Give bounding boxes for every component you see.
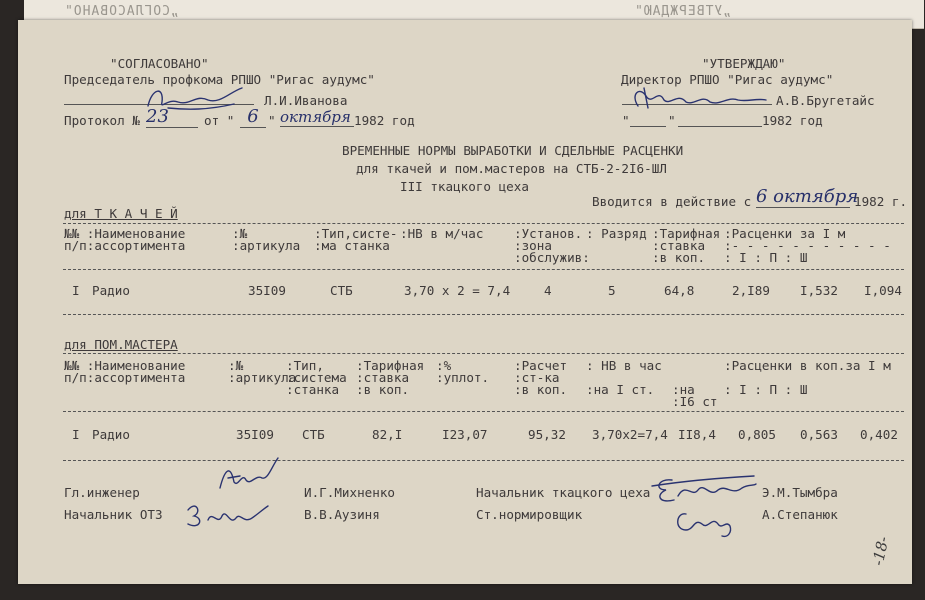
weavers-section-label: для Т К А Ч Е Й: [64, 206, 178, 221]
approve-date-quote-close: ": [668, 113, 676, 128]
w-h-price-grades: : I : П : Ш: [724, 250, 808, 265]
agreed-chairman-line: Председатель профкома РПШО "Ригас аудумс": [64, 72, 375, 87]
m-row-norm-one: 3,70x2=7,4: [592, 427, 668, 442]
chairman-name: Л.И.Иванова: [264, 93, 348, 108]
w-row-type: СТБ: [330, 283, 353, 298]
m-h-rate3: :в коп.: [356, 382, 410, 397]
m-row-name: Радио: [92, 427, 130, 442]
ghost-text-left: „СОГЛАСОВАНО": [64, 4, 179, 19]
approve-day-blank: [630, 126, 666, 127]
agreed-heading: "СОГЛАСОВАНО": [110, 56, 209, 71]
w-row-article: 35I09: [248, 283, 286, 298]
weavers-header-top-rule: [63, 223, 904, 224]
w-h-grade: : Разряд: [586, 226, 647, 241]
document-subtitle: для ткачей и пом.мастеров на СТБ-2-2I6-ШЛ: [356, 161, 667, 176]
w-h-rate2: :ставка: [652, 238, 706, 253]
approve-heading: "УТВЕРЖДАЮ": [702, 56, 786, 71]
w-row-price1: 2,I89: [732, 283, 770, 298]
m-h-norm16-1: :на: [672, 382, 695, 397]
w-h-type1: :Тип,систе-: [314, 226, 398, 241]
effective-prefix: Вводится в действие с: [592, 194, 752, 209]
approve-month-blank: [678, 126, 762, 127]
normer-name: А.Степанюк: [762, 507, 838, 522]
w-row-name: Радио: [92, 283, 130, 298]
m-h-rate2: :ставка: [356, 370, 410, 385]
w-h-price-rule: :- - - - - - - - - - -: [724, 238, 891, 253]
m-h-pct2: :уплот.: [436, 370, 490, 385]
m-h-price: :Расценки в коп.за I м: [724, 358, 891, 373]
m-h-rate1: :Тарифная: [356, 358, 425, 373]
ghost-text-right: „УТВЕРЖДАЮ": [634, 4, 732, 19]
w-h-rate1: :Тарифная: [652, 226, 721, 241]
approve-director-line: Директор РПШО "Ригас аудумс": [621, 72, 834, 87]
protocol-prefix: Протокол №: [64, 113, 140, 128]
w-h-name1: №№ :Наименование: [64, 226, 186, 241]
w-h-name2: п/п:ассортимента: [64, 238, 186, 253]
ots-head-signature: [182, 496, 272, 532]
m-row-pct: I23,07: [442, 427, 488, 442]
w-h-type2: :ма станка: [314, 238, 390, 253]
protocol-quote-close: ": [268, 113, 276, 128]
normer-title: Ст.нормировщик: [476, 507, 583, 522]
m-row-price3: 0,402: [860, 427, 898, 442]
m-h-norm: : НВ в час: [586, 358, 662, 373]
m-row-num: I: [72, 427, 80, 442]
m-row-calc: 95,32: [528, 427, 566, 442]
shop-head-signature: [648, 472, 758, 506]
w-h-art1: :№: [232, 226, 248, 241]
masters-bottom-rule: [63, 460, 904, 461]
ots-title: Начальник ОТЗ: [64, 507, 163, 522]
protocol-day: 6: [240, 106, 266, 128]
m-h-type2: :система: [286, 370, 347, 385]
m-h-norm16-2: :I6 ст: [672, 394, 718, 409]
w-row-rate: 64,8: [664, 283, 695, 298]
protocol-month: октября: [280, 108, 354, 127]
w-h-zone1: :Установ.: [514, 226, 583, 241]
w-h-zone3: :обслужив:: [514, 250, 590, 265]
m-row-rate: 82,I: [372, 427, 403, 442]
masters-header-bottom-rule: [63, 411, 904, 412]
chief-engineer-title: Гл.инженер: [64, 485, 140, 500]
w-row-zone: 4: [544, 283, 552, 298]
m-row-price1: 0,805: [738, 427, 776, 442]
m-h-pct1: :%: [436, 358, 452, 373]
m-row-type: СТБ: [302, 427, 325, 442]
director-signature: [624, 82, 774, 112]
m-row-price2: 0,563: [800, 427, 838, 442]
approve-year: 1982 год: [762, 113, 823, 128]
effective-date-hand: 6 октября: [756, 186, 859, 207]
m-h-norm-one: :на I ст.: [586, 382, 655, 397]
m-h-type1: :Тип,: [286, 358, 324, 373]
w-h-zone2: :зона: [514, 238, 552, 253]
document-sheet: [18, 20, 912, 584]
m-h-name1: №№ :Наименование: [64, 358, 186, 373]
shop-name: III ткацкого цеха: [400, 179, 529, 194]
chief-engineer-name: И.Г.Михненко: [304, 485, 395, 500]
m-h-art2: :артикула: [228, 370, 297, 385]
weavers-bottom-rule: [63, 314, 904, 315]
w-row-num: I: [72, 283, 80, 298]
w-row-grade: 5: [608, 283, 616, 298]
shop-head-name: Э.М.Тымбра: [762, 485, 838, 500]
m-h-art1: :№: [228, 358, 244, 373]
protocol-year: 1982 год: [354, 113, 415, 128]
m-h-calc3: :в коп.: [514, 382, 568, 397]
m-h-type3: :станка: [286, 382, 340, 397]
normer-signature: [672, 504, 742, 540]
w-row-price3: I,094: [864, 283, 902, 298]
w-row-norm: 3,70 x 2 = 7,4: [404, 283, 511, 298]
approve-date-quote-open: ": [622, 113, 630, 128]
protocol-number: 23: [146, 106, 198, 128]
director-name: А.В.Бругетайс: [776, 93, 875, 108]
w-h-norm: :НВ в м/час: [400, 226, 484, 241]
chief-engineer-signature: [214, 452, 284, 496]
w-h-price: :Расценки за I м: [724, 226, 846, 241]
m-h-name2: п/п:ассортимента: [64, 370, 186, 385]
m-h-calc1: :Расчет: [514, 358, 568, 373]
page-number-note: -18-: [868, 534, 893, 568]
w-h-art2: :артикула: [232, 238, 301, 253]
m-h-price-grades: : I : П : Ш: [724, 382, 808, 397]
ots-name: В.В.Аузиня: [304, 507, 380, 522]
shop-head-title: Начальник ткацкого цеха: [476, 485, 651, 500]
effective-suffix: 1982 г.: [854, 194, 908, 209]
m-h-calc2: :ст-ка: [514, 370, 560, 385]
w-row-price2: I,532: [800, 283, 838, 298]
m-row-article: 35I09: [236, 427, 274, 442]
w-h-rate3: :в коп.: [652, 250, 706, 265]
protocol-from: от ": [204, 113, 235, 128]
weavers-header-bottom-rule: [63, 269, 904, 270]
masters-section-label: для ПОМ.МАСТЕРА: [64, 337, 178, 352]
document-title: ВРЕМЕННЫЕ НОРМЫ ВЫРАБОТКИ И СДЕЛЬНЫЕ РАСЦЕНКИ: [342, 143, 684, 158]
masters-header-top-rule: [63, 353, 904, 354]
m-row-norm16: II8,4: [678, 427, 716, 442]
